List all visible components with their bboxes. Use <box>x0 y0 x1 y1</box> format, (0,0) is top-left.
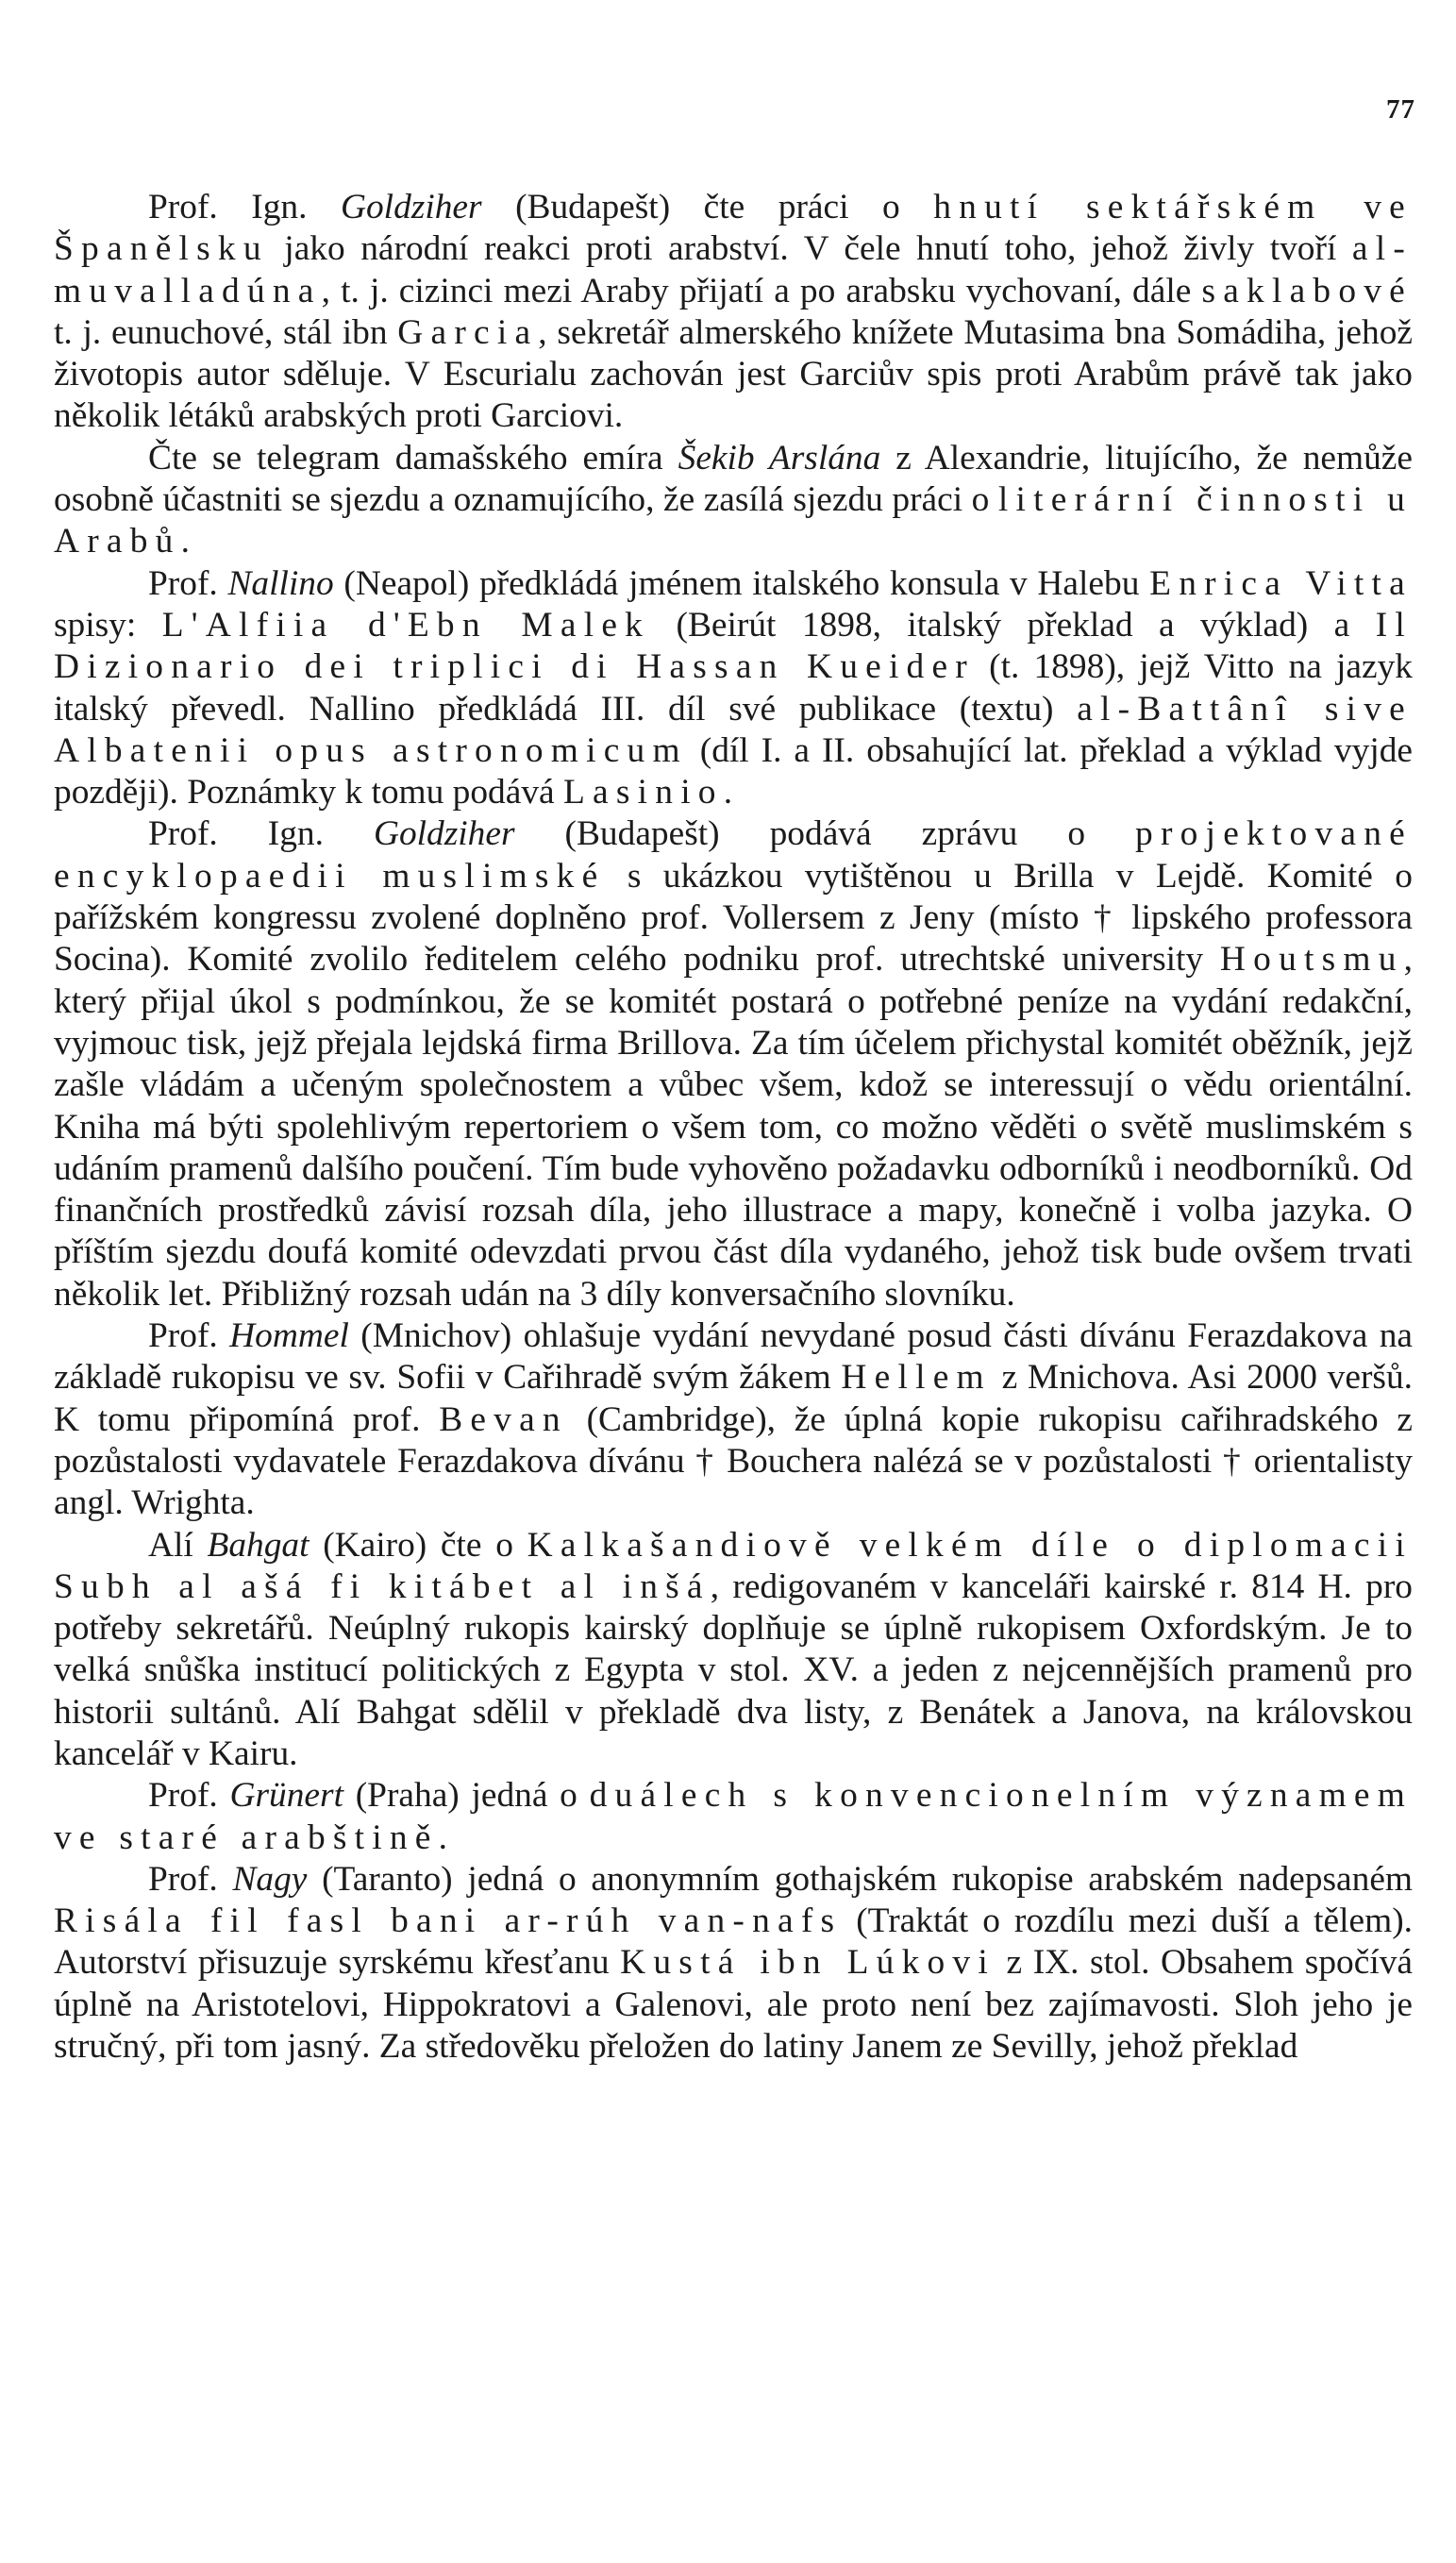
text-run: jako národní reakci proti arabství. V čele hnutí toho, jehož živly tvoří <box>268 229 1352 269</box>
paragraph <box>54 1525 1413 1776</box>
text-run: Prof. Ign. <box>148 814 374 854</box>
spaced-emphasis-text: duálech s konvencionelním významem ve staré arabštině <box>54 1776 1414 1857</box>
text-run: (Traktát o rozdílu mezi duší a tělem). Autorství přisuzuje syrskému křesťanu <box>54 1901 1413 1983</box>
text-run: . <box>438 1818 447 1857</box>
paragraph <box>54 1859 1413 2068</box>
text-run: (Neapol) předkládá jménem italského konsula v Halebu <box>333 563 1150 603</box>
spaced-emphasis-text: Il Dizionario dei triplici di Hassan Kueider <box>54 605 1413 687</box>
spaced-emphasis-text: saklabové <box>1201 271 1413 310</box>
text-run: z Alexandrie, litujícího, že nemůže osobně účastniti se sjezdu a oznamujícího, že zasílá sjezdu práci o <box>54 438 1413 520</box>
text-run: spisy: <box>54 605 162 645</box>
text-run: Prof. <box>148 1859 233 1899</box>
spaced-emphasis-text: Kalkašandiově velkém díle o diplomacii Subh al ašá fi kitábet al inšá <box>54 1525 1413 1606</box>
spaced-emphasis-text: Bevan <box>439 1399 568 1439</box>
text-run: Prof. Ign. <box>148 188 341 226</box>
text-run: Prof. <box>148 1776 230 1816</box>
paragraph <box>54 813 1413 1315</box>
text-run: Čte se telegram damašského emíra <box>148 438 678 477</box>
text-run: , který přijal úkol s podmínkou, že se komitét postará o potřebné peníze na vydání redakční, vyjmouc tisk, jejž přejala lejdská firma Brillova. Za tím účelem přichystal komitét oběžník, jejž zašle vládám a učeným společnostem a vůbec všem, kdož se interessují o vědu orientální. Kniha má býti spolehlivým repertoriem o všem tom, co možno věděti o světě muslimském s udáním pramenů dalšího poučení. Tím bude vyhověno požadavku odborníků i neodborníků. Od finančních prostředků závisí rozsah díla, jeho illustrace a mapy, konečně i volba jazyka. O příštím sjezdu doufá komité odevzdati prvou část díla vydaného, jehož tisk bude ovšem trvati několik let. Přibližný rozsah udán na 3 díly konversačního slovníku. <box>54 940 1413 1314</box>
spaced-emphasis-text: literární činnosti u Arabů <box>54 480 1413 561</box>
text-run: . <box>180 522 190 561</box>
spaced-emphasis-text: Enrica Vitta <box>1149 563 1413 603</box>
spaced-emphasis-text: Kustá ibn Lúkovi <box>620 1943 996 1983</box>
italic-author-name: Goldziher <box>373 814 515 854</box>
paragraph <box>54 1315 1413 1524</box>
paragraph <box>54 187 1413 438</box>
text-run: (Praha) jedná o <box>343 1776 590 1816</box>
text-run: z Mnichova. Asi 2000 veršů. K tomu připomíná prof. <box>54 1358 1413 1439</box>
text-run: , sekretář almerského knížete Mutasima bna Somádiha, jehož životopis autor sděluje. V Escurialu zachován jest Garciův spis proti Arabům právě tak jako několik létáků arabských proti Garciovi. <box>54 312 1413 436</box>
spaced-emphasis-text: Hellem <box>841 1358 992 1398</box>
text-run: . <box>723 773 733 812</box>
text-run: (t. 1898), jejž Vitto na jazyk italský převedl. Nallino předkládá III. díl své publikace (textu) <box>54 647 1413 729</box>
italic-author-name: Goldziher <box>340 188 482 226</box>
italic-author-name: Nagy <box>232 1859 308 1899</box>
spaced-emphasis-text: L'Alfiia d'Ebn Malek <box>161 605 651 645</box>
italic-author-name: Grünert <box>229 1776 343 1816</box>
text-run: t. j. eunuchové, stál ibn <box>54 312 398 352</box>
page-number: 77 <box>1386 94 1415 125</box>
spaced-emphasis-text: Risála fil fasl bani ar-rúh van-nafs <box>54 1901 843 1941</box>
text-run: (Mnichov) ohlašuje vydání nevydané posud části dívánu Ferazdakova na základě rukopisu ve sv. Sofii v Cařihradě svým žákem <box>54 1316 1413 1398</box>
italic-author-name: Nallino <box>227 563 334 603</box>
italic-author-name: Hommel <box>229 1316 349 1356</box>
italic-author-name: Šekib Arslána <box>678 438 881 477</box>
text-run: s ukázkou vytištěnou u Brilla v Lejdě. Komité o pařížském kongressu zvolené doplněno prof. Vollersem z Jeny (místo † lipského professora Socina). Komité zvolilo ředitelem celého podniku prof. utrechtské university <box>54 856 1414 980</box>
spaced-emphasis-text: al-Battânî sive Albatenii opus astronomicum <box>54 689 1413 770</box>
text-run: (Cambridge), že úplná kopie rukopisu cařihradského z pozůstalosti vydavatele Ferazdakova dívánu † Bouchera nalézá se v pozůstalosti † orientalisty angl. Wrighta. <box>54 1399 1413 1523</box>
text-run: (Budapešt) podává zprávu o <box>514 814 1136 854</box>
spaced-emphasis-text: Garcia <box>397 312 539 352</box>
text-run: , t. j. cizinci mezi Araby přijatí a po arabsku vychovaní, dále <box>321 271 1202 310</box>
text-run: (Beirút 1898, italský překlad a výklad) a <box>650 605 1376 645</box>
text-run: (Taranto) jedná o anonymním gothajském rukopise arabském nadepsaném <box>307 1859 1413 1899</box>
text-run: z IX. stol. Obsahem spočívá úplně na Aristotelovi, Hippokratovi a Galenovi, ale proto není bez zajímavosti. Sloh jeho je stručný, při tom jasný. Za středověku přeložen do latiny Janem ze Sevilly, jehož překlad <box>54 1943 1413 2067</box>
text-run: Prof. <box>148 1316 230 1356</box>
paragraph <box>54 438 1413 563</box>
italic-author-name: Bahgat <box>207 1525 310 1565</box>
text-run: Alí <box>148 1525 208 1565</box>
text-run: (Kairo) čte o <box>309 1525 527 1565</box>
paragraph <box>54 1775 1413 1859</box>
paragraph <box>54 563 1413 814</box>
page-text-body <box>54 187 1413 2068</box>
spaced-emphasis-text: Houtsmu <box>1219 940 1404 980</box>
spaced-emphasis-text: projektované encyklopaedii muslimské <box>54 814 1413 896</box>
spaced-emphasis-text: al-muvalladúna <box>54 229 1413 310</box>
text-run: , redigovaném v kanceláři kairské r. 814 H. pro potřeby sekretářů. Neúplný rukopis kairský doplňuje se úplně rukopisem Oxfordským. Je to velká snůška institucí politických z Egypta v stol. XV. a jeden z nejcennějších pramenů pro historii sultánů. Alí Bahgat sdělil v překladě dva listy, z Benátek a Janova, na královskou kancelář v Kairu. <box>54 1566 1413 1773</box>
spaced-emphasis-text: hnutí sektářském ve Španělsku <box>54 188 1413 269</box>
text-run: (Budapešt) čte práci o <box>481 188 934 226</box>
text-run: (díl I. a II. obsahující lat. překlad a výklad vyjde později). Poznámky k tomu podává <box>54 730 1413 812</box>
spaced-emphasis-text: Lasinio <box>562 773 724 812</box>
text-run: Prof. <box>148 563 228 603</box>
